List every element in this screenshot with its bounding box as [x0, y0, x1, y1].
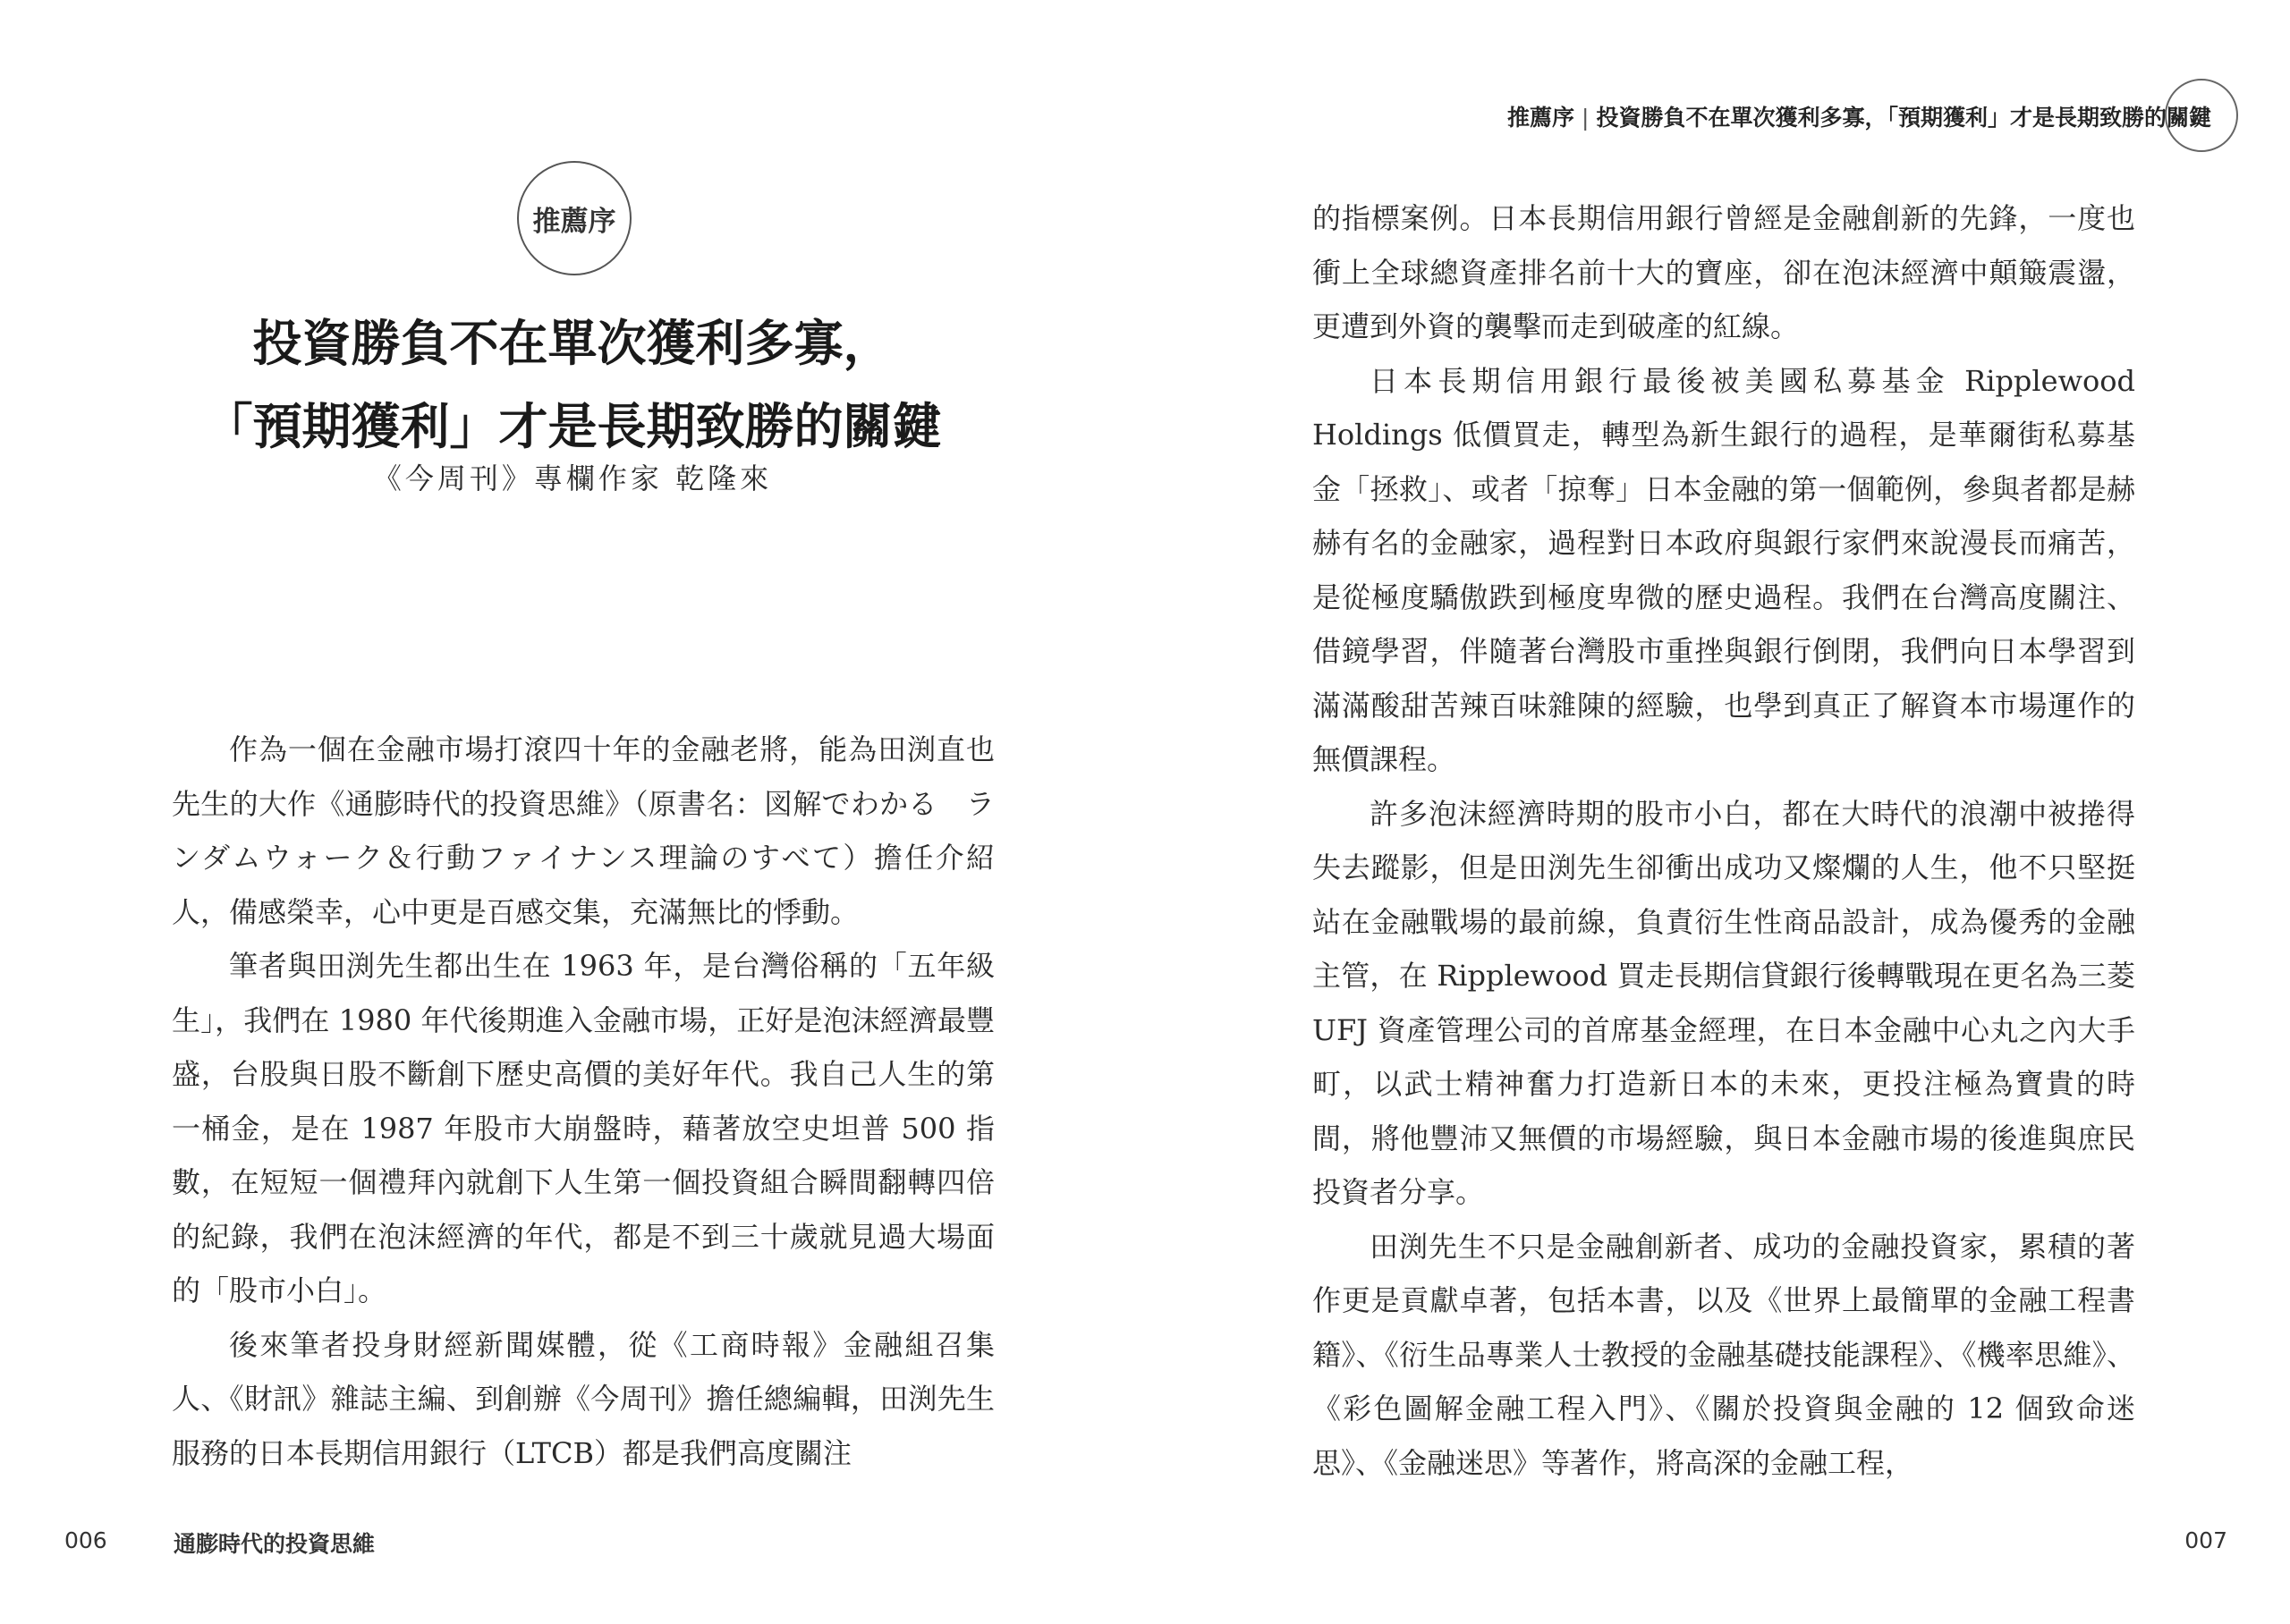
paragraph: 田渕先生不只是金融創新者、成功的金融投資家，累積的著作更是貢獻卓著，包括本書，以及《世界上最簡單的金融工程書籍》、《衍生品專業人士教授的金融基礎技能課程》、《機率思維》、《彩色圖解金融工程入門》、《關於投資與金融的 12 個致命迷思》、《金融迷思》等著作，將高深的金融工程， [1312, 1229, 2135, 1480]
page-number-right: 007 [2184, 1527, 2227, 1553]
running-head [1507, 100, 2211, 132]
author-byline: 《今周刊》專欄作家 乾隆來 [372, 461, 773, 495]
right-page [1145, 0, 2290, 1624]
left-body-text [172, 723, 995, 1480]
page-number-left: 006 [64, 1527, 107, 1553]
chapter-title-line-2: 「預期獲利」才是長期致勝的關鍵 [203, 398, 942, 455]
corner-circle-ornament [2165, 79, 2238, 152]
running-head-text: 投資勝負不在單次獲利多寡，「預期獲利」才是長期致勝的關鍵 [1596, 105, 2211, 131]
right-body-text [1312, 191, 2135, 1490]
chapter-title-line-1: 投資勝負不在單次獲利多寡， [252, 315, 893, 372]
paragraph: 日本長期信用銀行最後被美國私募基金 Ripplewood Holdings 低價買走，轉型為新生銀行的過程，是華爾街私募基金「拯救」、或者「掠奪」日本金融的第一個範例，參與者都是赫赫有名的金融家，過程對日本政府與銀行家們來說漫長而痛苦，是從極度驕傲跌到極度卑微的歷史過程。我們在台灣高度關注、借鏡學習，伴隨著台灣股市重挫與銀行倒閉，我們向日本學習到滿滿酸甜苦辣百味雜陳的經驗，也學到真正了解資本市場運作的無價課程。 [1312, 363, 2135, 776]
running-head-label: 推薦序 [1507, 105, 1575, 131]
paragraph: 許多泡沫經濟時期的股市小白，都在大時代的浪潮中被捲得失去蹤影，但是田渕先生卻衝出成功又燦爛的人生，他不只堅挺站在金融戰場的最前線，負責衍生性商品設計，成為優秀的金融主管，在 Ripplewood 買走長期信貸銀行後轉戰現在更名為三菱 UFJ 資產管理公司的首席基金經理，在日本金融中心丸之內大手町，以武士精神奮力打造新日本的未來，更投注極為寶貴的時間，將他豐沛又無價的市場經驗，與日本金融市場的後進與庶民投資者分享。 [1312, 796, 2135, 1209]
book-title-footer: 通膨時代的投資思維 [174, 1531, 376, 1557]
paragraph: 作為一個在金融市場打滾四十年的金融老將，能為田渕直也先生的大作《通膨時代的投資思維》（原書名：図解でわかる ランダムウォーク＆行動ファイナンス理論のすべて）擔任介紹人，備感榮幸，心中更是百感交集，充滿無比的悸動。 [172, 732, 995, 929]
chapter-title [125, 302, 1020, 469]
paragraph: 後來筆者投身財經新聞媒體，從《工商時報》金融組召集人、《財訊》雜誌主編、到創辦《今周刊》擔任總編輯，田渕先生服務的日本長期信用銀行（LTCB）都是我們高度關注 [172, 1327, 995, 1470]
foreword-badge: 推薦序 [517, 161, 632, 275]
paragraph: 的指標案例。日本長期信用銀行曾經是金融創新的先鋒，一度也衝上全球總資產排名前十大的寶座，卻在泡沫經濟中顛簸震盪，更遭到外資的襲擊而走到破產的紅線。 [1312, 201, 2135, 343]
running-head-separator: | [1582, 105, 1590, 131]
paragraph: 筆者與田渕先生都出生在 1963 年，是台灣俗稱的「五年級生」，我們在 1980 年代後期進入金融市場，正好是泡沫經濟最豐盛，台股與日股不斷創下歷史高價的美好年代。我自己人生的第一桶金，是在 1987 年股市大崩盤時，藉著放空史坦普 500 指數，在短短一個禮拜內就創下人生第一個投資組合瞬間翻轉四倍的紀錄，我們在泡沫經濟的年代，都是不到三十歲就見過大場面的「股市小白」。 [172, 949, 995, 1307]
